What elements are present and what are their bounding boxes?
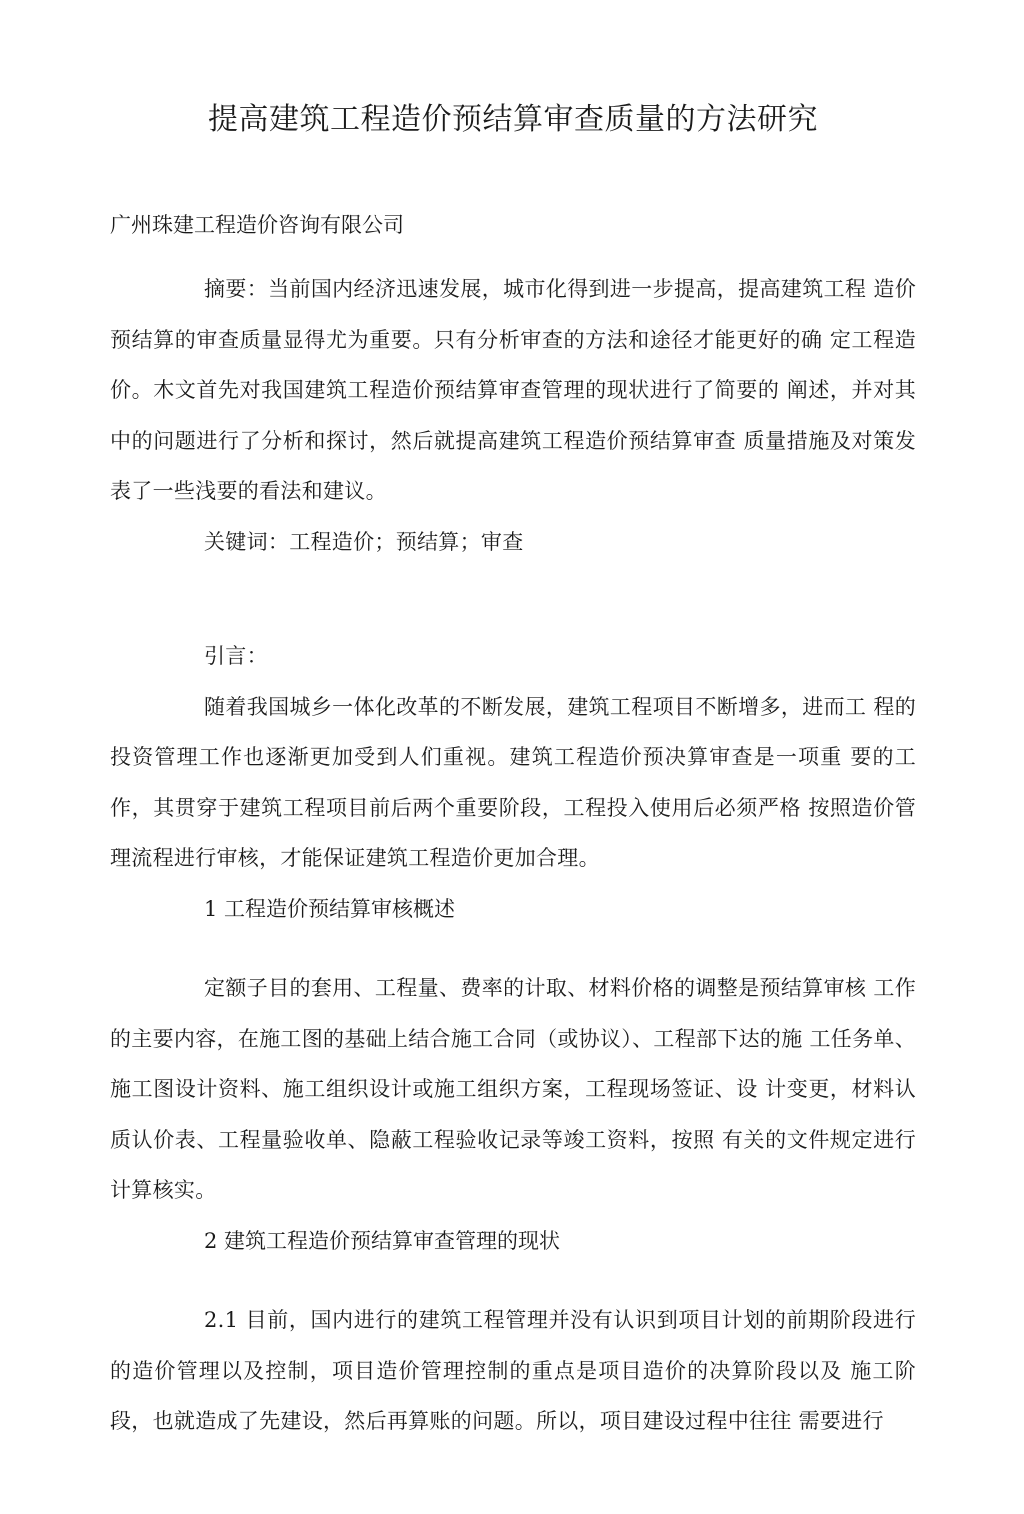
section-1-paragraph: 定额子目的套用、工程量、费率的计取、材料价格的调整是预结算审核 工作的主要内容，在施工图的基础上结合施工合同（或协议）、工程部下达的施 工任务单、施工图设计资料、施工组织设计或施工组织方案，工程现场签证、设 计变更，材料认质认价表、工程量验收单、隐蔽工程验收记录等竣工资料，按照 有关的文件规定进行计算核实。	[110, 976, 916, 1202]
section-2-1-paragraph: 2.1 目前，国内进行的建筑工程管理并没有认识到项目计划的前期阶段进行的造价管理以及控制，项目造价管理控制的重点是项目造价的决算阶段以及 施工阶段，也就造成了先建设，然后再算账的问题。所以，项目建设过程中往往 需要进行	[110, 1308, 916, 1433]
abstract-paragraph: 摘要：当前国内经济迅速发展，城市化得到进一步提高，提高建筑工程 造价预结算的审查质量显得尤为重要。只有分析审查的方法和途径才能更好的确 定工程造价。木文首先对我国建筑工程造价预结算审查管理的现状进行了简要的 阐述，并对其中的问题进行了分析和探讨，然后就提高建筑工程造价预结算审查 质量措施及对策发表了一些浅要的看法和建议。	[110, 277, 916, 503]
section-2-heading: 2 建筑工程造价预结算审查管理的现状	[204, 1228, 561, 1253]
keywords-line: 关键词：工程造价；预结算；审查	[204, 529, 524, 554]
section-1-heading: 1 工程造价预结算审核概述	[204, 896, 456, 921]
document-title: 提高建筑工程造价预结算审查质量的方法研究	[208, 102, 818, 137]
introduction-paragraph: 随着我国城乡一体化改革的不断发展，建筑工程项目不断增多，进而工 程的投资管理工作也逐渐更加受到人们重视。建筑工程造价预决算审查是一项重 要的工作，其贯穿于建筑工程项目前后两个重要阶段，工程投入使用后必须严格 按照造价管理流程进行审核，才能保证建筑工程造价更加合理。	[110, 694, 916, 870]
introduction-label: 引言：	[204, 644, 268, 668]
organization-name: 广州珠建工程造价咨询有限公司	[110, 213, 404, 237]
